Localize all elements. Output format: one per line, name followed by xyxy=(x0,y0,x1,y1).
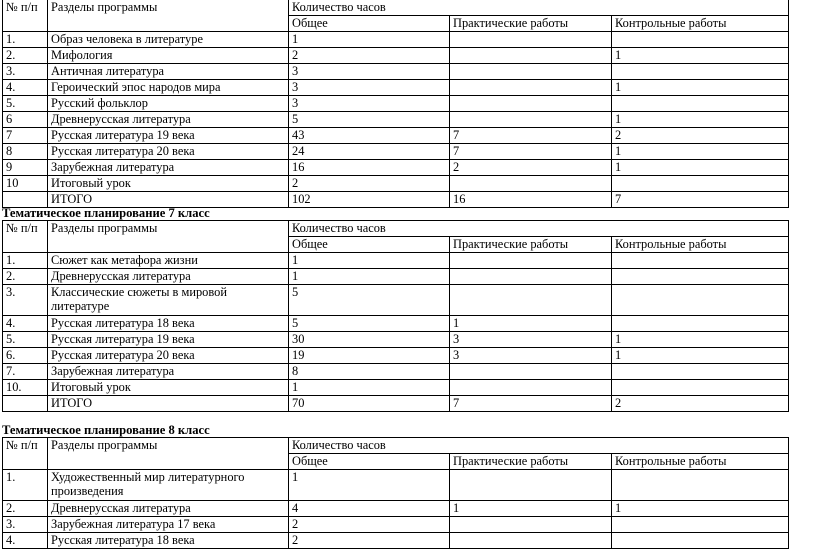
header-practical: Практические работы xyxy=(450,237,612,253)
row-num: 4. xyxy=(3,80,48,96)
row-control xyxy=(612,364,789,380)
row-num: 1. xyxy=(3,253,48,269)
row-num: 2. xyxy=(3,501,48,517)
header-num: № п/п xyxy=(3,438,48,470)
table-row xyxy=(3,285,789,316)
table-row xyxy=(3,160,789,176)
row-control xyxy=(612,533,789,549)
row-total: 2 xyxy=(289,517,450,533)
row-num: 8 xyxy=(3,144,48,160)
header-num: № п/п xyxy=(3,0,48,32)
row-control xyxy=(612,176,789,192)
row-section: Итоговый урок xyxy=(48,380,289,396)
row-practical xyxy=(450,269,612,285)
table-row xyxy=(3,332,789,348)
row-control: 1 xyxy=(612,160,789,176)
row-total: 24 xyxy=(289,144,450,160)
row-section: Классические сюжеты в мировой литературе xyxy=(48,285,289,316)
row-practical: 1 xyxy=(450,316,612,332)
header-sections: Разделы программы xyxy=(48,438,289,470)
row-section: Русская литература 18 века xyxy=(48,316,289,332)
table-grade-8 xyxy=(2,437,789,549)
row-section: Русская литература 19 века xyxy=(48,128,289,144)
table-row xyxy=(3,64,789,80)
row-practical xyxy=(450,96,612,112)
table-row xyxy=(3,144,789,160)
row-total: 2 xyxy=(289,48,450,64)
row-practical: 7 xyxy=(450,144,612,160)
header-total: Общее xyxy=(289,16,450,32)
row-total: 5 xyxy=(289,112,450,128)
row-num: 4. xyxy=(3,316,48,332)
row-control: 1 xyxy=(612,332,789,348)
row-section: Сюжет как метафора жизни xyxy=(48,253,289,269)
row-total: 43 xyxy=(289,128,450,144)
row-num: 6. xyxy=(3,348,48,364)
row-practical: 16 xyxy=(450,192,612,208)
row-section: Русская литература 18 века xyxy=(48,533,289,549)
row-control: 1 xyxy=(612,112,789,128)
row-section: Героический эпос народов мира xyxy=(48,80,289,96)
row-control xyxy=(612,517,789,533)
row-section: Русская литература 19 века xyxy=(48,332,289,348)
heading-grade-8: Тематическое планирование 8 класс xyxy=(2,423,210,437)
table-grade-6 xyxy=(2,0,789,208)
row-practical xyxy=(450,32,612,48)
table-header-row xyxy=(3,0,789,16)
row-section: Образ человека в литературе xyxy=(48,32,289,48)
row-section: ИТОГО xyxy=(48,396,289,412)
row-practical xyxy=(450,285,612,316)
row-practical: 3 xyxy=(450,348,612,364)
row-num: 7. xyxy=(3,364,48,380)
row-total: 1 xyxy=(289,380,450,396)
row-control xyxy=(612,64,789,80)
row-num: 1. xyxy=(3,32,48,48)
row-num xyxy=(3,396,48,412)
row-section: Древнерусская литература xyxy=(48,269,289,285)
header-control: Контрольные работы xyxy=(612,16,789,32)
row-practical: 7 xyxy=(450,396,612,412)
table-row xyxy=(3,96,789,112)
row-num: 6 xyxy=(3,112,48,128)
row-num: 2. xyxy=(3,269,48,285)
row-num: 3. xyxy=(3,64,48,80)
table-row xyxy=(3,128,789,144)
header-control: Контрольные работы xyxy=(612,454,789,470)
row-control xyxy=(612,96,789,112)
table-row xyxy=(3,396,789,412)
row-control xyxy=(612,470,789,501)
row-section: Зарубежная литература 17 века xyxy=(48,517,289,533)
table-row xyxy=(3,316,789,332)
row-section: Зарубежная литература xyxy=(48,160,289,176)
row-practical xyxy=(450,470,612,501)
table-row xyxy=(3,517,789,533)
row-practical: 7 xyxy=(450,128,612,144)
row-total: 1 xyxy=(289,269,450,285)
row-total: 3 xyxy=(289,80,450,96)
row-num: 5. xyxy=(3,96,48,112)
row-total: 2 xyxy=(289,176,450,192)
header-num: № п/п xyxy=(3,221,48,253)
row-num: 3. xyxy=(3,285,48,316)
row-total: 70 xyxy=(289,396,450,412)
table-header-row xyxy=(3,221,789,237)
row-control: 1 xyxy=(612,48,789,64)
row-num: 9 xyxy=(3,160,48,176)
row-practical: 2 xyxy=(450,160,612,176)
row-total: 3 xyxy=(289,96,450,112)
row-total: 5 xyxy=(289,316,450,332)
table-row xyxy=(3,176,789,192)
row-section: Мифология xyxy=(48,48,289,64)
row-practical xyxy=(450,112,612,128)
row-control xyxy=(612,269,789,285)
table-grade-7 xyxy=(2,220,789,412)
table-row xyxy=(3,269,789,285)
table-header-row xyxy=(3,438,789,454)
row-practical xyxy=(450,176,612,192)
row-total: 1 xyxy=(289,253,450,269)
header-hours: Количество часов xyxy=(289,0,789,16)
row-total: 5 xyxy=(289,285,450,316)
row-section: Русская литература 20 века xyxy=(48,144,289,160)
row-section: Русский фольклор xyxy=(48,96,289,112)
row-total: 1 xyxy=(289,32,450,48)
row-section: ИТОГО xyxy=(48,192,289,208)
table-row xyxy=(3,348,789,364)
row-practical xyxy=(450,64,612,80)
row-control xyxy=(612,380,789,396)
row-total: 2 xyxy=(289,533,450,549)
table-row xyxy=(3,470,789,501)
table-row xyxy=(3,253,789,269)
header-practical: Практические работы xyxy=(450,16,612,32)
row-total: 30 xyxy=(289,332,450,348)
header-sections: Разделы программы xyxy=(48,0,289,32)
row-section: Зарубежная литература xyxy=(48,364,289,380)
row-total: 102 xyxy=(289,192,450,208)
row-control xyxy=(612,316,789,332)
row-section: Художественный мир литературного произведения xyxy=(48,470,289,501)
row-control: 1 xyxy=(612,501,789,517)
row-num: 10. xyxy=(3,380,48,396)
header-hours: Количество часов xyxy=(289,438,789,454)
table-row xyxy=(3,380,789,396)
table-row xyxy=(3,364,789,380)
header-control: Контрольные работы xyxy=(612,237,789,253)
row-section: Древнерусская литература xyxy=(48,501,289,517)
row-control: 1 xyxy=(612,144,789,160)
row-num: 2. xyxy=(3,48,48,64)
table-row xyxy=(3,80,789,96)
row-control: 2 xyxy=(612,396,789,412)
header-sections: Разделы программы xyxy=(48,221,289,253)
row-practical xyxy=(450,253,612,269)
row-section: Русская литература 20 века xyxy=(48,348,289,364)
row-num: 3. xyxy=(3,517,48,533)
row-control xyxy=(612,32,789,48)
row-control: 1 xyxy=(612,80,789,96)
row-practical xyxy=(450,48,612,64)
row-section: Итоговый урок xyxy=(48,176,289,192)
row-practical xyxy=(450,533,612,549)
row-practical xyxy=(450,380,612,396)
row-total: 1 xyxy=(289,470,450,501)
row-num: 7 xyxy=(3,128,48,144)
row-num: 10 xyxy=(3,176,48,192)
table-row xyxy=(3,112,789,128)
row-total: 19 xyxy=(289,348,450,364)
header-practical: Практические работы xyxy=(450,454,612,470)
table-row xyxy=(3,48,789,64)
row-practical: 3 xyxy=(450,332,612,348)
row-num: 4. xyxy=(3,533,48,549)
row-control: 2 xyxy=(612,128,789,144)
row-control: 7 xyxy=(612,192,789,208)
header-total: Общее xyxy=(289,237,450,253)
table-row xyxy=(3,501,789,517)
row-control xyxy=(612,285,789,316)
row-total: 3 xyxy=(289,64,450,80)
row-total: 8 xyxy=(289,364,450,380)
row-section: Древнерусская литература xyxy=(48,112,289,128)
row-control xyxy=(612,253,789,269)
row-section: Античная литература xyxy=(48,64,289,80)
heading-grade-7: Тематическое планирование 7 класс xyxy=(2,206,210,220)
row-num: 1. xyxy=(3,470,48,501)
row-total: 16 xyxy=(289,160,450,176)
table-row xyxy=(3,32,789,48)
header-hours: Количество часов xyxy=(289,221,789,237)
header-total: Общее xyxy=(289,454,450,470)
row-total: 4 xyxy=(289,501,450,517)
row-practical xyxy=(450,80,612,96)
row-control: 1 xyxy=(612,348,789,364)
row-practical: 1 xyxy=(450,501,612,517)
row-practical xyxy=(450,517,612,533)
table-row xyxy=(3,533,789,549)
row-practical xyxy=(450,364,612,380)
row-num: 5. xyxy=(3,332,48,348)
